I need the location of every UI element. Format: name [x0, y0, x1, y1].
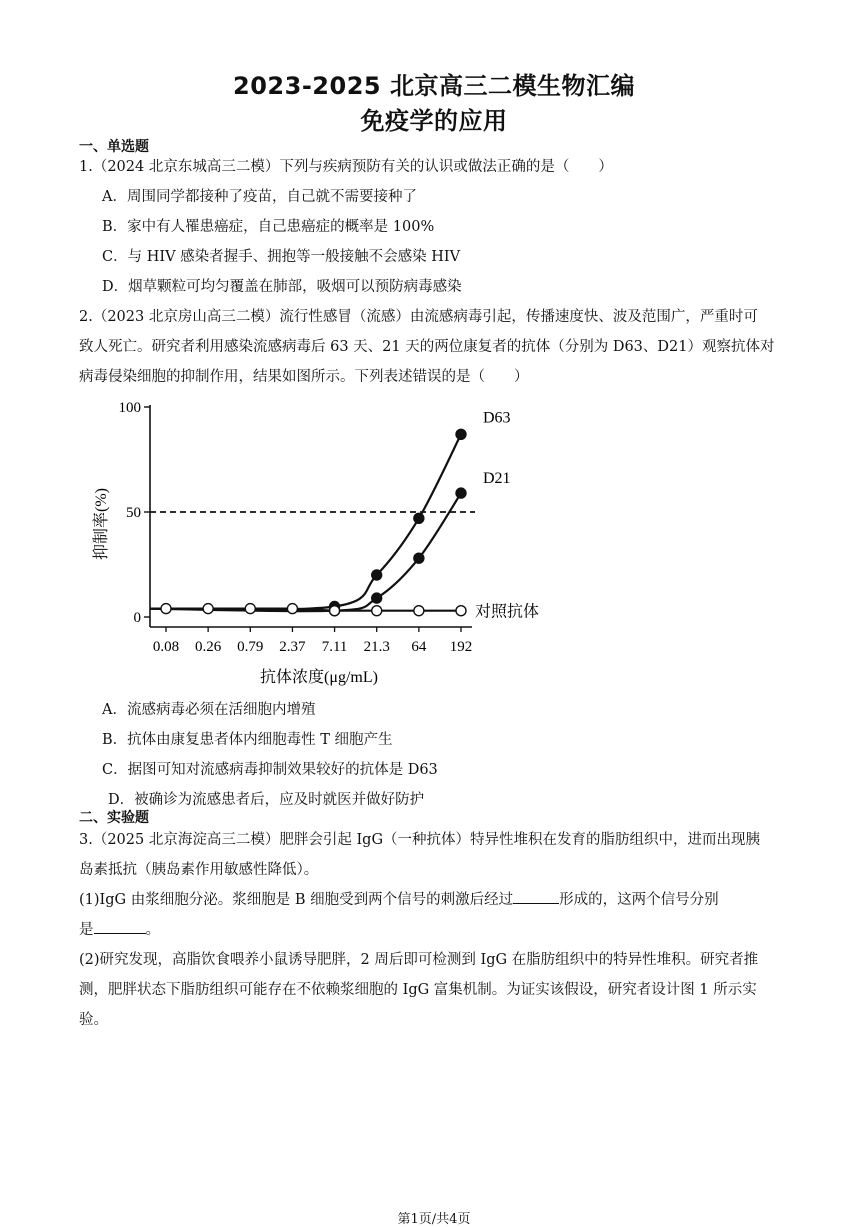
q2-stem-line-1: 2.（2023 北京房山高三二模）流行性感冒（流感）由流感病毒引起，传播速度快、波及范围广，严重时可 [79, 309, 758, 325]
q2-stem-line-2: 致人死亡。研究者利用感染流感病毒后 63 天、21 天的两位康复者的抗体（分别为 D63、D21）观察抗体对 [79, 339, 775, 355]
page-footer: 第1页/共4页 [397, 1212, 471, 1227]
x-tick-label: 2.37 [279, 639, 306, 655]
answer-blank-2[interactable] [94, 919, 146, 934]
x-tick-label: 0.08 [152, 639, 180, 655]
q3-stem-line-2: 岛素抵抗（胰岛素作用敏感性降低）。 [79, 862, 319, 878]
x-tick-label: 0.79 [237, 639, 264, 655]
q1-option-c: C．与 HIV 感染者握手、拥抱等一般接触不会感染 HIV [102, 249, 461, 265]
q3-part1-text-b: 形成的，这两个信号分别 [559, 892, 719, 908]
x-tick-label: 192 [449, 639, 473, 655]
section-heading-experiment: 二、实验题 [79, 810, 149, 826]
section-heading-single-choice: 一、单选题 [79, 139, 149, 155]
series-label-control: 对照抗体 [475, 603, 540, 621]
q3-part2-line-1: (2)研究发现，高脂饮食喂养小鼠诱导肥胖，2 周后即可检测到 IgG 在脂肪组织中的特异性堆积。研究者推 [79, 952, 759, 968]
x-tick-label: 7.11 [321, 639, 348, 655]
x-tick-label: 21.3 [363, 639, 390, 655]
data-point-control [161, 604, 171, 614]
data-point-d63 [456, 429, 466, 439]
q3-part1-line-2 [79, 918, 160, 939]
inhibition-rate-chart [80, 392, 560, 692]
data-point-d21 [414, 553, 424, 563]
q3-part2-line-2: 测，肥胖状态下脂肪组织可能存在不依赖浆细胞的 IgG 富集机制。为证实该假设，研究者设计图 1 所示实 [79, 982, 757, 998]
x-tick-label: 0.26 [195, 639, 222, 655]
data-point-control [372, 606, 382, 616]
q1-stem: 1.（2024 北京东城高三二模）下列与疾病预防有关的认识或做法正确的是（ ） [79, 159, 613, 175]
q2-option-a: A．流感病毒必须在活细胞内增殖 [102, 702, 316, 718]
data-point-control [330, 606, 340, 616]
x-axis-title: 抗体浓度(μg/mL) [260, 669, 378, 686]
x-tick-label: 64 [411, 639, 427, 655]
q1-option-d: D．烟草颗粒可均匀覆盖在肺部，吸烟可以预防病毒感染 [102, 279, 462, 295]
y-tick-label: 50 [126, 505, 141, 521]
document-title: 2023-2025 北京高三二模生物汇编 [233, 72, 635, 100]
q2-option-b: B．抗体由康复患者体内细胞毒性 T 细胞产生 [102, 732, 393, 748]
series-label-d63: D63 [483, 409, 511, 427]
q3-part1-text-a: (1)IgG 由浆细胞分泌。浆细胞是 B 细胞受到两个信号的刺激后经过 [79, 892, 514, 908]
data-point-control [456, 606, 466, 616]
q3-part2-line-3: 验。 [79, 1012, 108, 1028]
q1-option-b: B．家中有人罹患癌症，自己患癌症的概率是 100% [102, 219, 435, 235]
data-point-control [287, 604, 297, 614]
answer-blank-1[interactable] [513, 889, 559, 904]
document-subtitle: 免疫学的应用 [360, 107, 508, 135]
q2-option-c: C．据图可知对流感病毒抑制效果较好的抗体是 D63 [102, 762, 438, 778]
data-point-control [414, 606, 424, 616]
series-label-d21: D21 [483, 470, 511, 488]
chart-axes [144, 405, 475, 632]
q3-stem-line-1: 3.（2025 北京海淀高三二模）肥胖会引起 IgG（一种抗体）特异性堆积在发育的脂肪组织中，进而出现胰 [79, 832, 761, 848]
chart-marks [161, 429, 466, 615]
q3-part1-text-c: 是 [79, 922, 94, 938]
q3-part1-text-d: 。 [145, 922, 160, 938]
q3-part1-line-1 [79, 888, 719, 909]
q2-stem-line-3: 病毒侵染细胞的抑制作用，结果如图所示。下列表述错误的是（ ） [79, 369, 529, 385]
y-axis-title: 抑制率(%) [93, 488, 110, 560]
y-tick-label: 0 [133, 610, 141, 626]
q1-option-a: A．周围同学都接种了疫苗，自己就不需要接种了 [102, 189, 417, 205]
chart-labels [92, 400, 539, 686]
series-line-d63 [150, 434, 461, 609]
data-point-d21 [372, 593, 382, 603]
y-tick-label: 100 [118, 400, 141, 416]
series-line-d21 [150, 493, 461, 611]
data-point-d63 [372, 570, 382, 580]
q2-option-d: D．被确诊为流感患者后，应及时就医并做好防护 [108, 792, 425, 808]
data-point-control [203, 604, 213, 614]
data-point-d63 [414, 513, 424, 523]
data-point-control [245, 604, 255, 614]
data-point-d21 [456, 488, 466, 498]
